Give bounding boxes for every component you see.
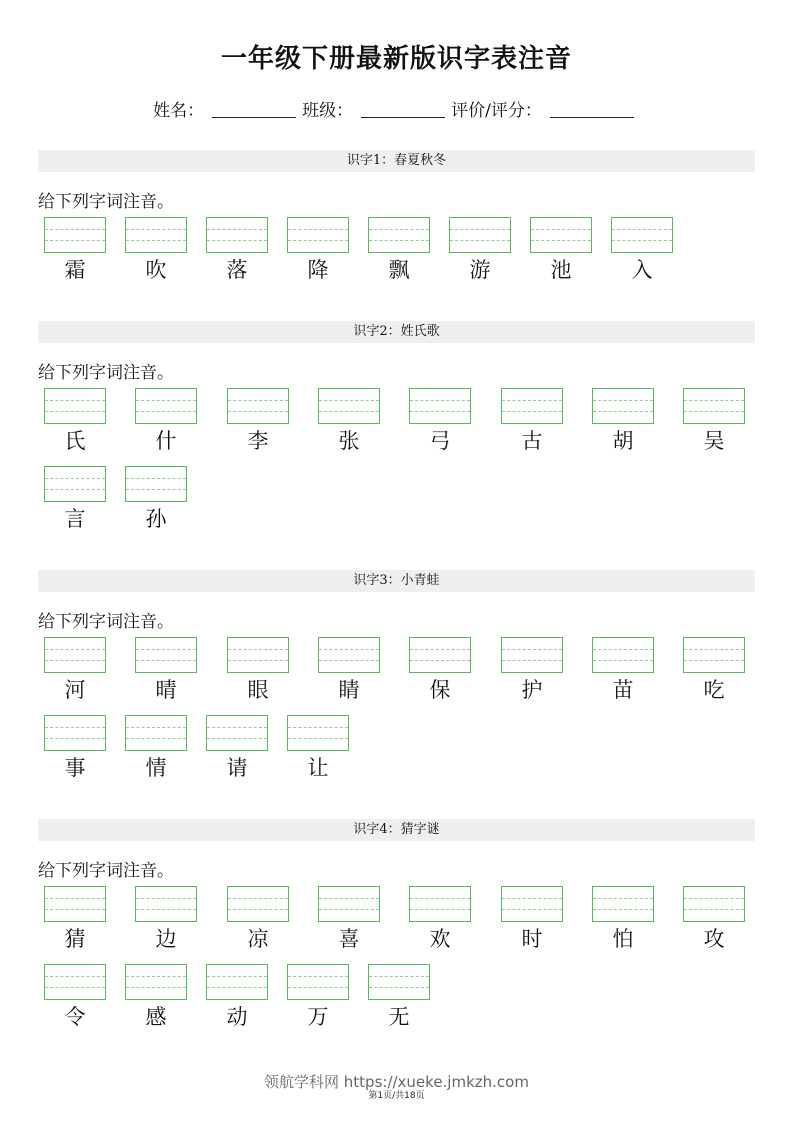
pinyin-cell xyxy=(530,217,592,282)
pinyin-cell xyxy=(683,388,745,453)
hanzi-character: 胡 xyxy=(612,429,634,453)
pinyin-cell xyxy=(318,388,380,453)
pinyin-cell xyxy=(501,388,563,453)
pinyin-writing-box[interactable] xyxy=(44,466,106,502)
section-heading: 识字4：猜字谜 xyxy=(38,819,755,841)
pinyin-writing-box[interactable] xyxy=(501,637,563,673)
pinyin-writing-box[interactable] xyxy=(206,964,268,1000)
hanzi-character: 吃 xyxy=(703,678,725,702)
pinyin-writing-box[interactable] xyxy=(530,217,592,253)
footer-watermark: 领航学科网 https://xueke.jmkzh.com xyxy=(264,1073,529,1091)
pinyin-cell xyxy=(44,388,106,453)
pinyin-cell xyxy=(135,637,197,702)
hanzi-character: 苗 xyxy=(612,678,634,702)
hanzi-character: 无 xyxy=(388,1005,410,1029)
pinyin-writing-box[interactable] xyxy=(318,886,380,922)
pinyin-cell xyxy=(44,964,106,1029)
hanzi-character: 河 xyxy=(64,678,86,702)
pinyin-writing-box[interactable] xyxy=(501,886,563,922)
hanzi-character: 氏 xyxy=(64,429,86,453)
pinyin-writing-box[interactable] xyxy=(287,715,349,751)
pinyin-writing-box[interactable] xyxy=(125,964,187,1000)
pinyin-writing-box[interactable] xyxy=(287,964,349,1000)
page-title: 一年级下册最新版识字表注音 xyxy=(220,44,572,74)
pinyin-cell xyxy=(135,886,197,951)
class-label: 班级： xyxy=(302,101,354,121)
pinyin-writing-box[interactable] xyxy=(125,466,187,502)
hanzi-character: 时 xyxy=(521,927,543,951)
pinyin-cell xyxy=(125,466,187,531)
pinyin-writing-box[interactable] xyxy=(44,886,106,922)
pinyin-writing-box[interactable] xyxy=(318,637,380,673)
pinyin-writing-box[interactable] xyxy=(501,388,563,424)
hanzi-character: 吴 xyxy=(703,429,725,453)
pinyin-writing-box[interactable] xyxy=(44,388,106,424)
pinyin-writing-box[interactable] xyxy=(227,637,289,673)
pinyin-writing-box[interactable] xyxy=(227,886,289,922)
hanzi-character: 眼 xyxy=(247,678,269,702)
pinyin-cell xyxy=(318,637,380,702)
pinyin-cell xyxy=(683,886,745,951)
pinyin-writing-box[interactable] xyxy=(125,217,187,253)
hanzi-character: 霜 xyxy=(64,258,86,282)
hanzi-character: 古 xyxy=(521,429,543,453)
pinyin-writing-box[interactable] xyxy=(44,637,106,673)
student-info-line xyxy=(0,96,793,121)
hanzi-character: 李 xyxy=(247,429,269,453)
pinyin-cell xyxy=(287,964,349,1029)
pinyin-writing-box[interactable] xyxy=(318,388,380,424)
pinyin-cell xyxy=(611,217,673,282)
pinyin-cell xyxy=(125,217,187,282)
hanzi-character: 请 xyxy=(226,756,248,780)
score-label: 评价/评分： xyxy=(451,101,542,121)
pinyin-writing-box[interactable] xyxy=(592,886,654,922)
pinyin-cell xyxy=(592,637,654,702)
hanzi-character: 喜 xyxy=(338,927,360,951)
hanzi-character: 让 xyxy=(307,756,329,780)
hanzi-character: 言 xyxy=(64,507,86,531)
section-heading: 识字1：春夏秋冬 xyxy=(38,150,755,172)
hanzi-character: 池 xyxy=(550,258,572,282)
pinyin-writing-box[interactable] xyxy=(592,637,654,673)
pinyin-cell xyxy=(368,217,430,282)
hanzi-character: 保 xyxy=(429,678,451,702)
pinyin-writing-box[interactable] xyxy=(287,217,349,253)
hanzi-character: 晴 xyxy=(155,678,177,702)
hanzi-character: 睛 xyxy=(338,678,360,702)
pinyin-cell xyxy=(501,886,563,951)
hanzi-character: 猜 xyxy=(64,927,86,951)
pinyin-writing-box[interactable] xyxy=(683,388,745,424)
pinyin-cell xyxy=(409,388,471,453)
pinyin-writing-box[interactable] xyxy=(206,715,268,751)
pinyin-writing-box[interactable] xyxy=(409,388,471,424)
pinyin-cell xyxy=(287,217,349,282)
hanzi-character: 护 xyxy=(521,678,543,702)
pinyin-writing-box[interactable] xyxy=(44,217,106,253)
hanzi-character: 什 xyxy=(155,429,177,453)
hanzi-character: 动 xyxy=(226,1005,248,1029)
pinyin-cell xyxy=(206,715,268,780)
pinyin-writing-box[interactable] xyxy=(409,886,471,922)
hanzi-character: 落 xyxy=(226,258,248,282)
pinyin-cell xyxy=(125,715,187,780)
section-prompt: 给下列字词注音。 xyxy=(38,363,174,383)
pinyin-writing-box[interactable] xyxy=(44,964,106,1000)
pinyin-cell xyxy=(368,964,430,1029)
page-number: 第1页/共18页 xyxy=(368,1091,425,1101)
pinyin-cell xyxy=(592,886,654,951)
pinyin-writing-box[interactable] xyxy=(368,217,430,253)
name-label: 姓名： xyxy=(153,101,205,121)
pinyin-writing-box[interactable] xyxy=(368,964,430,1000)
hanzi-character: 事 xyxy=(64,756,86,780)
pinyin-cell xyxy=(227,886,289,951)
hanzi-character: 令 xyxy=(64,1005,86,1029)
name-blank[interactable] xyxy=(212,117,296,118)
pinyin-cell xyxy=(227,388,289,453)
pinyin-cell xyxy=(44,466,106,531)
pinyin-writing-box[interactable] xyxy=(683,637,745,673)
pinyin-cell xyxy=(592,388,654,453)
pinyin-cell xyxy=(501,637,563,702)
hanzi-character: 游 xyxy=(469,258,491,282)
pinyin-cell xyxy=(409,886,471,951)
pinyin-cell xyxy=(449,217,511,282)
hanzi-character: 万 xyxy=(307,1005,329,1029)
pinyin-cell xyxy=(135,388,197,453)
pinyin-cell xyxy=(206,964,268,1029)
hanzi-character: 飘 xyxy=(388,258,410,282)
hanzi-character: 入 xyxy=(631,258,653,282)
hanzi-character: 边 xyxy=(155,927,177,951)
section-heading: 识字3：小青蛙 xyxy=(38,570,755,592)
hanzi-character: 降 xyxy=(307,258,329,282)
hanzi-character: 张 xyxy=(338,429,360,453)
pinyin-writing-box[interactable] xyxy=(683,886,745,922)
section-prompt: 给下列字词注音。 xyxy=(38,861,174,881)
pinyin-cell xyxy=(44,715,106,780)
hanzi-character: 孙 xyxy=(145,507,167,531)
pinyin-writing-box[interactable] xyxy=(227,388,289,424)
pinyin-writing-box[interactable] xyxy=(135,886,197,922)
pinyin-cell xyxy=(44,886,106,951)
pinyin-writing-box[interactable] xyxy=(135,388,197,424)
pinyin-writing-box[interactable] xyxy=(206,217,268,253)
pinyin-cell xyxy=(44,637,106,702)
hanzi-character: 吹 xyxy=(145,258,167,282)
hanzi-character: 弓 xyxy=(429,429,451,453)
section-prompt: 给下列字词注音。 xyxy=(38,612,174,632)
hanzi-character: 凉 xyxy=(247,927,269,951)
score-blank[interactable] xyxy=(550,117,634,118)
pinyin-cell xyxy=(318,886,380,951)
pinyin-cell xyxy=(125,964,187,1029)
section-prompt: 给下列字词注音。 xyxy=(38,192,174,212)
pinyin-cell xyxy=(409,637,471,702)
hanzi-character: 攻 xyxy=(703,927,725,951)
pinyin-cell xyxy=(44,217,106,282)
pinyin-writing-box[interactable] xyxy=(611,217,673,253)
hanzi-character: 感 xyxy=(145,1005,167,1029)
pinyin-writing-box[interactable] xyxy=(592,388,654,424)
hanzi-character: 情 xyxy=(145,756,167,780)
pinyin-writing-box[interactable] xyxy=(449,217,511,253)
hanzi-character: 怕 xyxy=(612,927,634,951)
pinyin-cell xyxy=(287,715,349,780)
pinyin-cell xyxy=(227,637,289,702)
pinyin-cell xyxy=(206,217,268,282)
pinyin-writing-box[interactable] xyxy=(409,637,471,673)
pinyin-writing-box[interactable] xyxy=(125,715,187,751)
section-heading: 识字2：姓氏歌 xyxy=(38,321,755,343)
pinyin-writing-box[interactable] xyxy=(44,715,106,751)
pinyin-cell xyxy=(683,637,745,702)
class-blank[interactable] xyxy=(361,117,445,118)
pinyin-writing-box[interactable] xyxy=(135,637,197,673)
hanzi-character: 欢 xyxy=(429,927,451,951)
